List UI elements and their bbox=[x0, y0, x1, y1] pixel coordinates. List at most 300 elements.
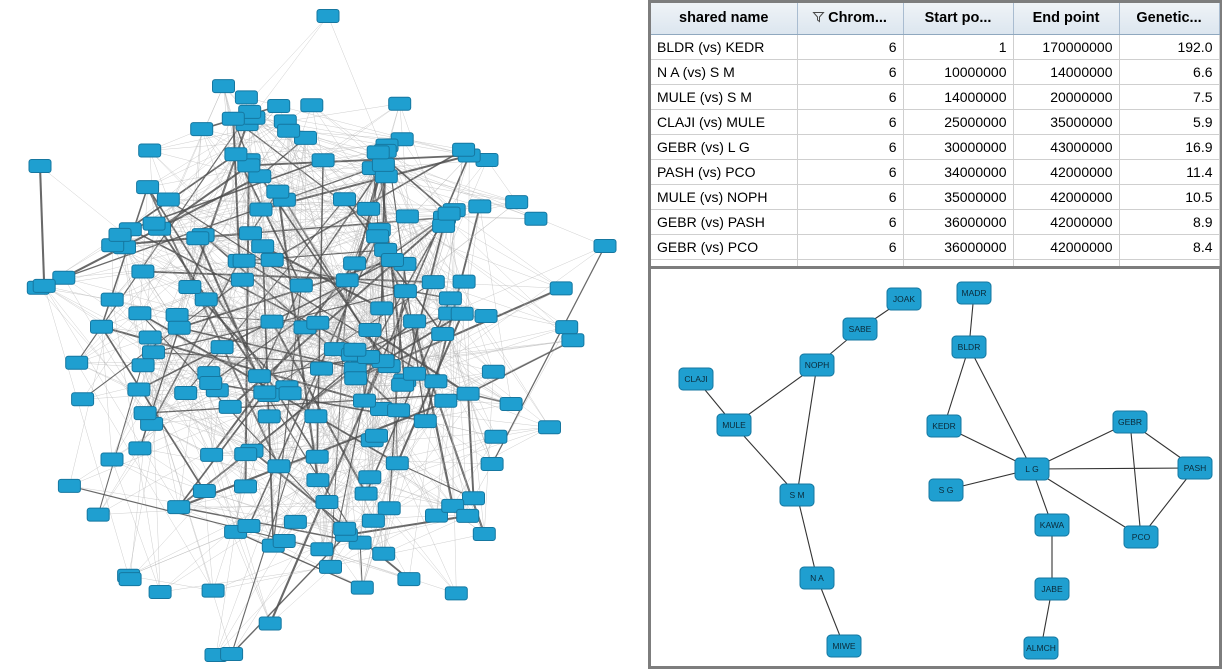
network-node[interactable] bbox=[887, 288, 921, 310]
node-shape bbox=[389, 97, 411, 110]
network-node[interactable] bbox=[235, 448, 257, 461]
network-node[interactable] bbox=[101, 453, 123, 466]
cell-end-point: 42000000 bbox=[1013, 235, 1119, 260]
network-node[interactable] bbox=[396, 210, 418, 223]
network-node[interactable] bbox=[139, 331, 161, 344]
cell-shared-name: GEBR (vs) PCO bbox=[651, 235, 797, 260]
network-node[interactable] bbox=[372, 158, 394, 171]
network-node[interactable] bbox=[398, 573, 420, 586]
node-shape bbox=[311, 362, 333, 375]
network-node[interactable] bbox=[139, 144, 161, 157]
cell-chromosome: 6 bbox=[797, 210, 903, 235]
network-node[interactable] bbox=[195, 293, 217, 306]
network-node[interactable] bbox=[143, 346, 165, 359]
table-row[interactable] bbox=[651, 85, 1219, 110]
network-node[interactable] bbox=[240, 227, 262, 240]
node-shape bbox=[278, 124, 300, 137]
node-shape bbox=[336, 274, 358, 287]
network-node[interactable] bbox=[351, 581, 373, 594]
network-node[interactable] bbox=[394, 285, 416, 298]
network-node[interactable] bbox=[354, 394, 376, 407]
network-node[interactable] bbox=[87, 508, 109, 521]
node-shape bbox=[306, 450, 328, 463]
network-node[interactable] bbox=[1035, 578, 1069, 600]
node-label: ALMCH bbox=[1026, 642, 1056, 653]
network-node[interactable] bbox=[414, 415, 436, 428]
node-label: KAWA bbox=[1039, 519, 1065, 530]
node-label: PASH bbox=[1183, 462, 1207, 473]
network-node[interactable] bbox=[717, 414, 751, 436]
network-node[interactable] bbox=[485, 430, 507, 443]
network-node[interactable] bbox=[800, 354, 834, 376]
cell-chromosome: 6 bbox=[797, 135, 903, 160]
node-shape bbox=[58, 479, 80, 492]
network-node[interactable] bbox=[166, 309, 188, 322]
network-node[interactable] bbox=[306, 450, 328, 463]
network-node[interactable] bbox=[438, 207, 460, 220]
network-node[interactable] bbox=[366, 429, 388, 442]
column-header-shared-name[interactable] bbox=[651, 3, 797, 35]
cell-genetic: 5.9 bbox=[1119, 110, 1219, 135]
network-node[interactable] bbox=[1024, 637, 1058, 659]
network-node[interactable] bbox=[481, 458, 503, 471]
network-node[interactable] bbox=[268, 100, 290, 113]
network-node[interactable] bbox=[473, 528, 495, 541]
network-node[interactable] bbox=[1035, 514, 1069, 536]
table-row[interactable] bbox=[651, 135, 1219, 160]
network-edge bbox=[402, 139, 449, 213]
cell-genetic: 8.9 bbox=[1119, 210, 1219, 235]
cell-shared-name: MULE (vs) NOPH bbox=[651, 185, 797, 210]
network-node[interactable] bbox=[66, 356, 88, 369]
node-shape bbox=[213, 80, 235, 93]
node-shape bbox=[388, 404, 410, 417]
column-header-chromosome[interactable] bbox=[797, 3, 903, 35]
network-node[interactable] bbox=[378, 502, 400, 515]
network-node[interactable] bbox=[453, 275, 475, 288]
network-node[interactable] bbox=[91, 320, 113, 333]
network-node[interactable] bbox=[952, 336, 986, 358]
node-shape bbox=[191, 123, 213, 136]
network-node[interactable] bbox=[1015, 458, 1049, 480]
node-shape bbox=[128, 383, 150, 396]
node-shape bbox=[139, 331, 161, 344]
network-node[interactable] bbox=[284, 515, 306, 528]
cell-end-point: 35000000 bbox=[1013, 110, 1119, 135]
cell-genetic: 6.6 bbox=[1119, 60, 1219, 85]
node-shape bbox=[168, 321, 190, 334]
network-node[interactable] bbox=[359, 324, 381, 337]
node-shape bbox=[373, 547, 395, 560]
network-node[interactable] bbox=[463, 492, 485, 505]
network-node[interactable] bbox=[500, 398, 522, 411]
node-shape bbox=[132, 359, 154, 372]
network-edge bbox=[453, 210, 455, 506]
network-node[interactable] bbox=[336, 274, 358, 287]
network-node[interactable] bbox=[278, 124, 300, 137]
node-shape bbox=[539, 421, 561, 434]
network-node[interactable] bbox=[927, 415, 961, 437]
network-node[interactable] bbox=[457, 509, 479, 522]
network-node[interactable] bbox=[827, 635, 861, 657]
node-shape bbox=[202, 584, 224, 597]
node-shape bbox=[396, 210, 418, 223]
network-node[interactable] bbox=[679, 368, 713, 390]
network-edge[interactable] bbox=[797, 365, 817, 495]
network-edge bbox=[433, 282, 561, 288]
node-shape bbox=[425, 375, 447, 388]
network-node[interactable] bbox=[191, 123, 213, 136]
node-shape bbox=[305, 410, 327, 423]
network-node[interactable] bbox=[389, 97, 411, 110]
node-label: CLAJI bbox=[684, 373, 708, 384]
network-node[interactable] bbox=[268, 460, 290, 473]
network-node[interactable] bbox=[235, 91, 257, 104]
network-edge bbox=[204, 491, 213, 591]
column-header-genetic[interactable] bbox=[1119, 3, 1219, 35]
network-node[interactable] bbox=[149, 586, 171, 599]
network-edge[interactable] bbox=[944, 347, 969, 426]
node-shape bbox=[222, 112, 244, 125]
node-shape bbox=[252, 240, 274, 253]
network-node[interactable] bbox=[373, 547, 395, 560]
network-node[interactable] bbox=[175, 387, 197, 400]
node-shape bbox=[550, 282, 572, 295]
network-node[interactable] bbox=[359, 471, 381, 484]
network-node[interactable] bbox=[200, 377, 222, 390]
node-shape bbox=[168, 501, 190, 514]
network-node[interactable] bbox=[475, 310, 497, 323]
network-edge[interactable] bbox=[1130, 422, 1141, 537]
network-node[interactable] bbox=[432, 328, 454, 341]
node-shape bbox=[273, 535, 295, 548]
node-shape bbox=[101, 293, 123, 306]
cell-shared-name: MULE (vs) S M bbox=[651, 85, 797, 110]
node-shape bbox=[457, 387, 479, 400]
network-node[interactable] bbox=[261, 253, 283, 266]
network-node[interactable] bbox=[225, 148, 247, 161]
node-shape bbox=[432, 328, 454, 341]
network-node[interactable] bbox=[422, 276, 444, 289]
network-node[interactable] bbox=[334, 193, 356, 206]
node-shape bbox=[267, 185, 289, 198]
node-shape bbox=[301, 99, 323, 112]
table-header-row bbox=[651, 3, 1219, 35]
network-node[interactable] bbox=[109, 228, 131, 241]
cell-chromosome: 6 bbox=[797, 85, 903, 110]
cell-shared-name: PASH (vs) PCO bbox=[651, 160, 797, 185]
cell-genetic: 192.0 bbox=[1119, 35, 1219, 60]
node-label: PCO bbox=[1131, 531, 1151, 542]
edge-table-panel[interactable] bbox=[648, 0, 1222, 266]
node-shape bbox=[469, 200, 491, 213]
network-node[interactable] bbox=[193, 485, 215, 498]
node-shape bbox=[221, 648, 243, 661]
network-node[interactable] bbox=[355, 487, 377, 500]
node-shape bbox=[334, 193, 356, 206]
node-shape bbox=[87, 508, 109, 521]
node-shape bbox=[445, 587, 467, 600]
node-shape bbox=[482, 365, 504, 378]
network-node[interactable] bbox=[320, 560, 342, 573]
node-shape bbox=[29, 160, 51, 173]
network-node[interactable] bbox=[312, 154, 334, 167]
network-node[interactable] bbox=[258, 410, 280, 423]
node-shape bbox=[404, 367, 426, 380]
network-node[interactable] bbox=[33, 279, 55, 292]
network-node[interactable] bbox=[317, 10, 339, 23]
node-shape bbox=[344, 257, 366, 270]
network-node[interactable] bbox=[311, 543, 333, 556]
network-node[interactable] bbox=[439, 292, 461, 305]
node-shape bbox=[129, 442, 151, 455]
node-shape bbox=[240, 227, 262, 240]
node-shape bbox=[254, 386, 276, 399]
network-node[interactable] bbox=[101, 293, 123, 306]
node-shape bbox=[231, 273, 253, 286]
network-node[interactable] bbox=[525, 212, 547, 225]
network-node[interactable] bbox=[231, 273, 253, 286]
network-node[interactable] bbox=[562, 334, 584, 347]
network-node[interactable] bbox=[187, 232, 209, 245]
cell-start-point: 35000000 bbox=[903, 185, 1013, 210]
cell-end-point: 43000000 bbox=[1013, 135, 1119, 160]
network-node[interactable] bbox=[238, 520, 260, 533]
network-node[interactable] bbox=[435, 394, 457, 407]
network-node[interactable] bbox=[539, 421, 561, 434]
network-node[interactable] bbox=[929, 479, 963, 501]
node-shape bbox=[259, 617, 281, 630]
network-node[interactable] bbox=[201, 448, 223, 461]
network-node[interactable] bbox=[53, 271, 75, 284]
network-node[interactable] bbox=[132, 265, 154, 278]
filter-icon[interactable] bbox=[813, 10, 824, 26]
network-edge[interactable] bbox=[797, 495, 817, 578]
network-node[interactable] bbox=[367, 230, 389, 243]
node-shape bbox=[238, 520, 260, 533]
node-shape bbox=[129, 307, 151, 320]
network-node[interactable] bbox=[957, 282, 991, 304]
node-shape bbox=[53, 271, 75, 284]
network-node[interactable] bbox=[129, 307, 151, 320]
network-node[interactable] bbox=[261, 315, 283, 328]
network-node[interactable] bbox=[259, 617, 281, 630]
node-shape bbox=[433, 219, 455, 232]
network-node[interactable] bbox=[843, 318, 877, 340]
network-node[interactable] bbox=[388, 404, 410, 417]
network-node[interactable] bbox=[307, 474, 329, 487]
node-shape bbox=[334, 522, 356, 535]
network-node[interactable] bbox=[433, 219, 455, 232]
node-shape bbox=[66, 356, 88, 369]
cell-start-point: 1 bbox=[903, 35, 1013, 60]
node-shape bbox=[225, 148, 247, 161]
cell-start-point: 30000000 bbox=[903, 135, 1013, 160]
node-label: MULE bbox=[722, 419, 746, 430]
small-network-panel[interactable] bbox=[648, 266, 1222, 669]
node-shape bbox=[320, 560, 342, 573]
network-node[interactable] bbox=[345, 372, 367, 385]
network-node[interactable] bbox=[453, 143, 475, 156]
node-shape bbox=[372, 158, 394, 171]
table-row[interactable] bbox=[651, 210, 1219, 235]
network-node[interactable] bbox=[248, 370, 270, 383]
network-node[interactable] bbox=[344, 343, 366, 356]
node-label: SABE bbox=[848, 323, 872, 334]
network-node[interactable] bbox=[1124, 526, 1158, 548]
network-node[interactable] bbox=[219, 400, 241, 413]
small-network-canvas[interactable] bbox=[651, 269, 1219, 666]
network-node[interactable] bbox=[221, 648, 243, 661]
table-row[interactable] bbox=[651, 35, 1219, 60]
network-node[interactable] bbox=[382, 254, 404, 267]
network-node[interactable] bbox=[316, 496, 338, 509]
network-node[interactable] bbox=[550, 282, 572, 295]
network-node[interactable] bbox=[137, 181, 159, 194]
node-label: JOAK bbox=[892, 293, 916, 304]
column-header-start-point-label: Start po... bbox=[924, 10, 992, 26]
network-node[interactable] bbox=[367, 146, 389, 159]
network-node[interactable] bbox=[469, 200, 491, 213]
network-node[interactable] bbox=[273, 535, 295, 548]
network-node[interactable] bbox=[250, 203, 272, 216]
node-shape bbox=[235, 448, 257, 461]
cell-genetic: 10.5 bbox=[1119, 185, 1219, 210]
node-shape bbox=[345, 372, 367, 385]
network-node[interactable] bbox=[213, 80, 235, 93]
network-node[interactable] bbox=[168, 501, 190, 514]
network-node[interactable] bbox=[386, 457, 408, 470]
network-node[interactable] bbox=[305, 410, 327, 423]
table-row[interactable] bbox=[651, 235, 1219, 260]
network-node[interactable] bbox=[134, 407, 156, 420]
network-node[interactable] bbox=[1113, 411, 1147, 433]
cell-shared-name: GEBR (vs) PASH bbox=[651, 210, 797, 235]
cell-genetic: 16.9 bbox=[1119, 135, 1219, 160]
node-shape bbox=[233, 254, 255, 267]
network-node[interactable] bbox=[451, 307, 473, 320]
network-node[interactable] bbox=[334, 522, 356, 535]
table-row[interactable] bbox=[651, 60, 1219, 85]
network-node[interactable] bbox=[168, 321, 190, 334]
network-node[interactable] bbox=[157, 193, 179, 206]
column-header-genetic-label: Genetic... bbox=[1136, 10, 1202, 26]
network-node[interactable] bbox=[445, 587, 467, 600]
network-node[interactable] bbox=[301, 99, 323, 112]
network-node[interactable] bbox=[404, 315, 426, 328]
cell-start-point: 36000000 bbox=[903, 235, 1013, 260]
node-shape bbox=[506, 196, 528, 209]
network-node[interactable] bbox=[311, 362, 333, 375]
network-node[interactable] bbox=[800, 567, 834, 589]
node-shape bbox=[453, 275, 475, 288]
network-node[interactable] bbox=[119, 573, 141, 586]
cell-chromosome: 6 bbox=[797, 110, 903, 135]
network-node[interactable] bbox=[129, 442, 151, 455]
node-shape bbox=[235, 91, 257, 104]
network-node[interactable] bbox=[1178, 457, 1212, 479]
cell-start-point: 10000000 bbox=[903, 60, 1013, 85]
network-node[interactable] bbox=[235, 480, 257, 493]
node-shape bbox=[284, 515, 306, 528]
node-shape bbox=[354, 394, 376, 407]
cell-end-point: 14000000 bbox=[1013, 60, 1119, 85]
table-row[interactable] bbox=[651, 110, 1219, 135]
table-row[interactable] bbox=[651, 160, 1219, 185]
network-node[interactable] bbox=[211, 341, 233, 354]
network-node[interactable] bbox=[29, 160, 51, 173]
network-node[interactable] bbox=[594, 240, 616, 253]
network-node[interactable] bbox=[72, 393, 94, 406]
network-node[interactable] bbox=[457, 387, 479, 400]
network-node[interactable] bbox=[267, 185, 289, 198]
network-node[interactable] bbox=[279, 387, 301, 400]
column-header-shared-name-label: shared name bbox=[679, 10, 769, 26]
network-edge[interactable] bbox=[1032, 468, 1195, 469]
node-shape bbox=[451, 307, 473, 320]
network-node[interactable] bbox=[506, 196, 528, 209]
node-shape bbox=[248, 370, 270, 383]
network-node[interactable] bbox=[233, 254, 255, 267]
network-node[interactable] bbox=[179, 281, 201, 294]
node-shape bbox=[378, 502, 400, 515]
node-shape bbox=[175, 387, 197, 400]
network-node[interactable] bbox=[556, 321, 578, 334]
network-node[interactable] bbox=[58, 479, 80, 492]
cell-chromosome: 6 bbox=[797, 235, 903, 260]
network-node[interactable] bbox=[290, 279, 312, 292]
node-shape bbox=[473, 528, 495, 541]
network-node[interactable] bbox=[358, 202, 380, 215]
network-node[interactable] bbox=[202, 584, 224, 597]
node-shape bbox=[398, 573, 420, 586]
node-shape bbox=[438, 207, 460, 220]
node-label: S G bbox=[938, 484, 954, 495]
cell-genetic: 7.5 bbox=[1119, 85, 1219, 110]
network-node[interactable] bbox=[344, 257, 366, 270]
network-node[interactable] bbox=[780, 484, 814, 506]
node-label: MIWE bbox=[832, 640, 856, 651]
table-row[interactable] bbox=[651, 185, 1219, 210]
column-header-start-point[interactable] bbox=[903, 3, 1013, 35]
network-node[interactable] bbox=[128, 383, 150, 396]
node-shape bbox=[312, 154, 334, 167]
node-shape bbox=[414, 415, 436, 428]
network-node[interactable] bbox=[371, 302, 393, 315]
node-shape bbox=[317, 10, 339, 23]
network-node[interactable] bbox=[143, 217, 165, 230]
network-node[interactable] bbox=[425, 375, 447, 388]
node-label: MADR bbox=[961, 287, 987, 298]
node-shape bbox=[362, 514, 384, 527]
cell-shared-name: GEBR (vs) L G bbox=[651, 135, 797, 160]
node-shape bbox=[311, 543, 333, 556]
network-node[interactable] bbox=[404, 367, 426, 380]
network-node[interactable] bbox=[482, 365, 504, 378]
network-node[interactable] bbox=[252, 240, 274, 253]
column-header-end-point[interactable] bbox=[1013, 3, 1119, 35]
node-shape bbox=[457, 509, 479, 522]
network-edge[interactable] bbox=[969, 347, 1032, 469]
network-node[interactable] bbox=[254, 386, 276, 399]
network-node[interactable] bbox=[132, 359, 154, 372]
network-node[interactable] bbox=[222, 112, 244, 125]
node-shape bbox=[179, 281, 201, 294]
node-shape bbox=[382, 254, 404, 267]
network-node[interactable] bbox=[307, 316, 329, 329]
cell-start-point: 14000000 bbox=[903, 85, 1013, 110]
network-node[interactable] bbox=[362, 514, 384, 527]
